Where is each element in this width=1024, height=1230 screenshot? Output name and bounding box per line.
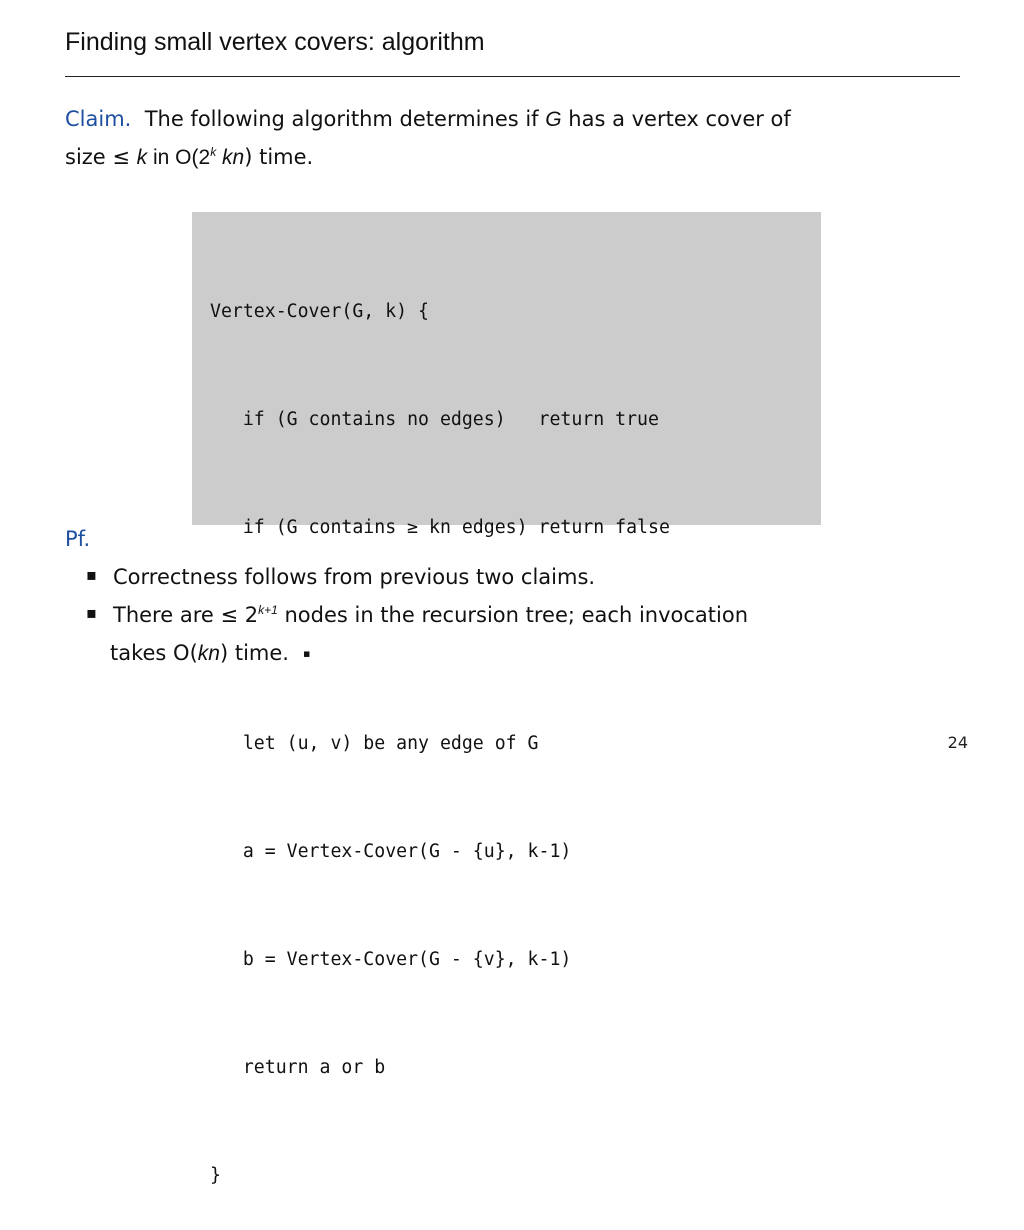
bullet-exponent: k+1 (258, 603, 278, 617)
code-line: if (G contains no edges) return true (210, 409, 659, 430)
claim-size-text: size ≤ (65, 145, 137, 169)
qed-icon: ▪ (302, 647, 311, 660)
claim-line-2 (65, 138, 313, 177)
code-line: b = Vertex-Cover(G - {v}, k-1) (210, 949, 572, 970)
list-item (86, 558, 748, 596)
bullet-text: There are ≤ 2 (113, 603, 259, 627)
code-block (210, 222, 670, 1230)
slide-title: Finding small vertex covers: algorithm (65, 28, 485, 56)
takes-kn: kn (197, 642, 220, 665)
claim-in-o: in O(2 (147, 146, 211, 169)
takes-time: ) time. (219, 641, 289, 665)
claim-var-g: G (545, 108, 562, 131)
bullet-continuation (86, 634, 748, 673)
code-line: let (u, v) be any edge of G (210, 733, 539, 754)
code-line: a = Vertex-Cover(G - {u}, k-1) (210, 841, 572, 862)
claim-k: k (136, 146, 148, 169)
claim-text-a: The following algorithm determines if (144, 107, 546, 131)
claim-exponent: k (210, 145, 217, 159)
bullet-icon: ▪ (86, 603, 97, 622)
code-line: } (210, 1165, 221, 1186)
proof-label: Pf. (65, 527, 91, 551)
claim-label: Claim. (65, 107, 132, 131)
bullet-text: Correctness follows from previous two claims. (113, 565, 596, 589)
code-line: return a or b (210, 1057, 386, 1078)
title-divider (65, 76, 960, 77)
list-item (86, 596, 748, 634)
claim-line-1 (65, 100, 791, 139)
proof-bullets (86, 558, 748, 673)
claim-time: ) time. (244, 145, 314, 169)
takes-text: takes O( (110, 641, 198, 665)
code-line: Vertex-Cover(G, k) { (210, 301, 429, 322)
page-number: 24 (947, 733, 968, 752)
code-line: if (G contains ≥ kn edges) return false (210, 517, 670, 538)
bullet-icon: ▪ (86, 565, 97, 584)
claim-text-b: has a vertex cover of (561, 107, 791, 131)
bullet-text-cont: nodes in the recursion tree; each invocation (277, 603, 749, 627)
claim-kn: kn (222, 146, 245, 169)
